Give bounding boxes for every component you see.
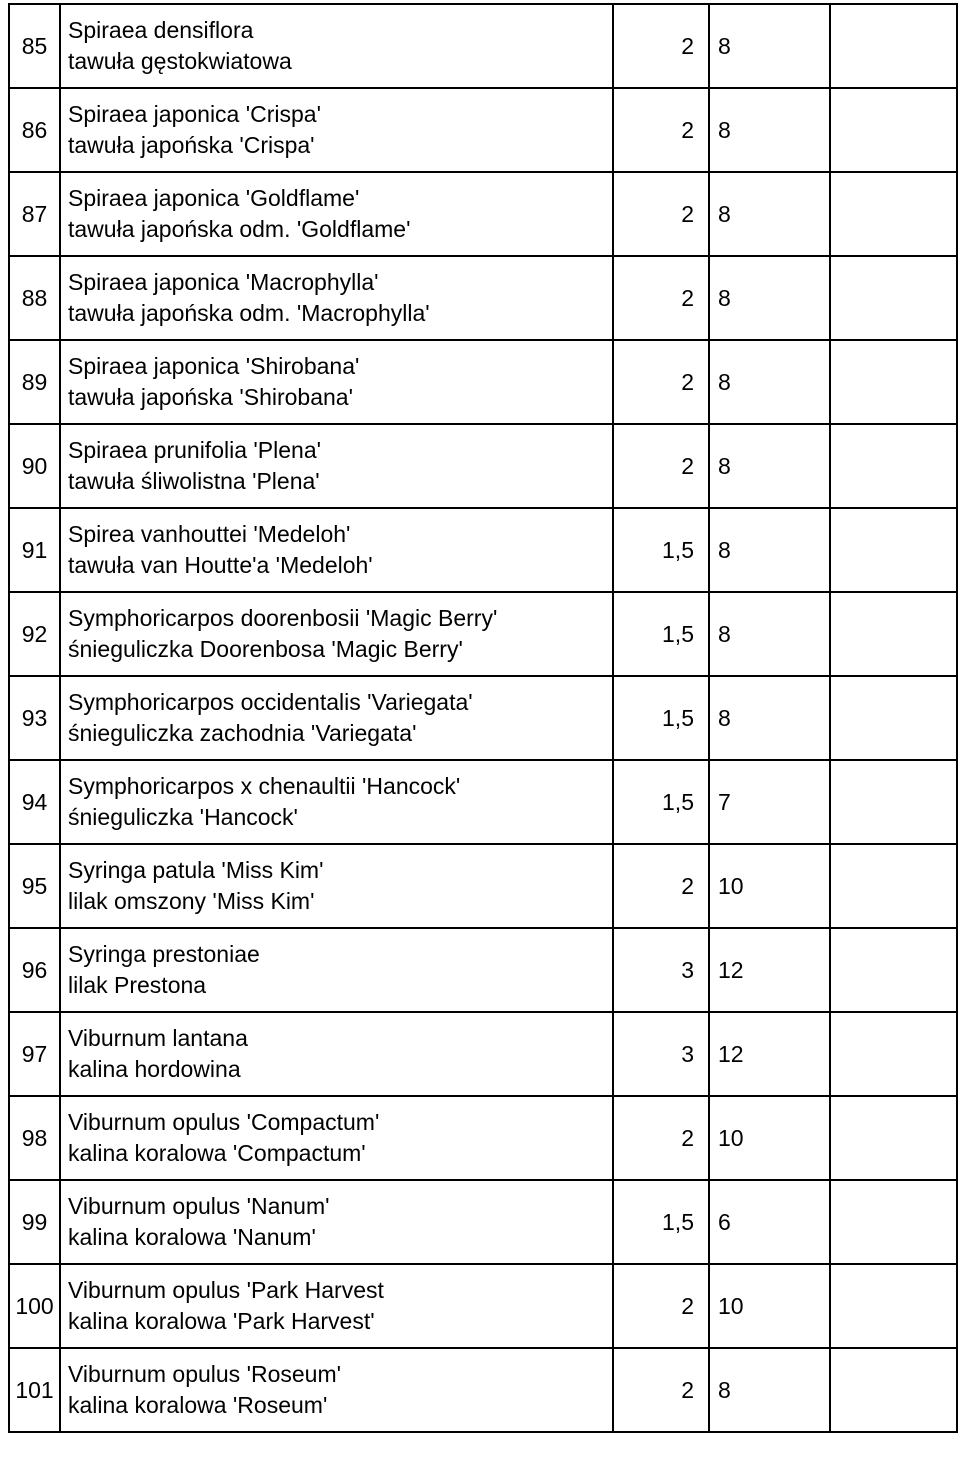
value-b-cell: 8 <box>709 340 830 424</box>
polish-name: kalina koralowa 'Roseum' <box>68 1392 328 1418</box>
value-b-cell: 10 <box>709 844 830 928</box>
plant-name-cell <box>60 4 613 88</box>
row-number: 92 <box>9 592 60 676</box>
polish-name: kalina hordowina <box>68 1056 241 1082</box>
latin-name: Viburnum opulus 'Nanum' <box>68 1193 330 1219</box>
value-a-cell: 2 <box>613 88 709 172</box>
value-b-cell: 8 <box>709 424 830 508</box>
value-b-cell: 8 <box>709 88 830 172</box>
value-b-cell: 10 <box>709 1096 830 1180</box>
empty-cell <box>830 256 957 340</box>
value-b-cell: 7 <box>709 760 830 844</box>
plant-name-cell <box>60 256 613 340</box>
table-row <box>9 1096 957 1180</box>
row-number: 94 <box>9 760 60 844</box>
polish-name: tawuła gęstokwiatowa <box>68 48 292 74</box>
value-b-cell: 8 <box>709 1348 830 1432</box>
value-b-cell: 6 <box>709 1180 830 1264</box>
plant-name-cell <box>60 1180 613 1264</box>
plant-table <box>8 3 958 1433</box>
value-a-cell: 1,5 <box>613 1180 709 1264</box>
empty-cell <box>830 424 957 508</box>
latin-name: Syringa patula 'Miss Kim' <box>68 857 324 883</box>
value-a-cell: 1,5 <box>613 508 709 592</box>
latin-name: Spiraea japonica 'Macrophylla' <box>68 269 379 295</box>
plant-name-cell <box>60 508 613 592</box>
value-b-cell: 12 <box>709 928 830 1012</box>
latin-name: Spiraea japonica 'Shirobana' <box>68 353 360 379</box>
empty-cell <box>830 1012 957 1096</box>
table-row <box>9 844 957 928</box>
empty-cell <box>830 172 957 256</box>
table-row <box>9 592 957 676</box>
empty-cell <box>830 1348 957 1432</box>
value-a-cell: 1,5 <box>613 676 709 760</box>
value-b-cell: 8 <box>709 508 830 592</box>
polish-name: tawuła japońska odm. 'Macrophylla' <box>68 300 430 326</box>
row-number: 101 <box>9 1348 60 1432</box>
polish-name: tawuła van Houtte'a 'Medeloh' <box>68 552 373 578</box>
plant-name-cell <box>60 592 613 676</box>
value-b-cell: 12 <box>709 1012 830 1096</box>
table-row <box>9 1012 957 1096</box>
value-b-cell: 8 <box>709 172 830 256</box>
plant-table-body <box>9 4 957 1432</box>
polish-name: lilak omszony 'Miss Kim' <box>68 888 315 914</box>
polish-name: śnieguliczka Doorenbosa 'Magic Berry' <box>68 636 463 662</box>
table-row <box>9 1348 957 1432</box>
polish-name: tawuła japońska 'Shirobana' <box>68 384 353 410</box>
row-number: 87 <box>9 172 60 256</box>
value-b-cell: 10 <box>709 1264 830 1348</box>
plant-name-cell <box>60 172 613 256</box>
value-a-cell: 1,5 <box>613 592 709 676</box>
empty-cell <box>830 508 957 592</box>
row-number: 85 <box>9 4 60 88</box>
latin-name: Symphoricarpos doorenbosii 'Magic Berry' <box>68 605 498 631</box>
latin-name: Spiraea japonica 'Crispa' <box>68 101 321 127</box>
value-a-cell: 2 <box>613 4 709 88</box>
latin-name: Spiraea japonica 'Goldflame' <box>68 185 360 211</box>
value-a-cell: 2 <box>613 1264 709 1348</box>
row-number: 95 <box>9 844 60 928</box>
empty-cell <box>830 676 957 760</box>
table-row <box>9 1264 957 1348</box>
row-number: 99 <box>9 1180 60 1264</box>
empty-cell <box>830 760 957 844</box>
row-number: 89 <box>9 340 60 424</box>
latin-name: Viburnum opulus 'Park Harvest <box>68 1277 384 1303</box>
polish-name: śnieguliczka zachodnia 'Variegata' <box>68 720 417 746</box>
row-number: 90 <box>9 424 60 508</box>
polish-name: kalina koralowa 'Compactum' <box>68 1140 366 1166</box>
plant-name-cell <box>60 1348 613 1432</box>
plant-name-cell <box>60 928 613 1012</box>
plant-name-cell <box>60 844 613 928</box>
plant-name-cell <box>60 676 613 760</box>
empty-cell <box>830 88 957 172</box>
latin-name: Spiraea densiflora <box>68 17 254 43</box>
value-a-cell: 2 <box>613 172 709 256</box>
table-row <box>9 508 957 592</box>
polish-name: kalina koralowa 'Nanum' <box>68 1224 316 1250</box>
row-number: 97 <box>9 1012 60 1096</box>
row-number: 91 <box>9 508 60 592</box>
polish-name: tawuła japońska odm. 'Goldflame' <box>68 216 411 242</box>
value-a-cell: 2 <box>613 424 709 508</box>
table-row <box>9 4 957 88</box>
value-a-cell: 1,5 <box>613 760 709 844</box>
table-row <box>9 1180 957 1264</box>
polish-name: tawuła śliwolistna 'Plena' <box>68 468 320 494</box>
value-a-cell: 2 <box>613 844 709 928</box>
plant-name-cell <box>60 760 613 844</box>
latin-name: Syringa prestoniae <box>68 941 260 967</box>
table-row <box>9 88 957 172</box>
row-number: 100 <box>9 1264 60 1348</box>
table-row <box>9 340 957 424</box>
plant-name-cell <box>60 424 613 508</box>
plant-name-cell <box>60 340 613 424</box>
table-row <box>9 256 957 340</box>
value-a-cell: 2 <box>613 1096 709 1180</box>
polish-name: tawuła japońska 'Crispa' <box>68 132 315 158</box>
empty-cell <box>830 592 957 676</box>
empty-cell <box>830 928 957 1012</box>
empty-cell <box>830 844 957 928</box>
empty-cell <box>830 4 957 88</box>
latin-name: Viburnum opulus 'Roseum' <box>68 1361 342 1387</box>
empty-cell <box>830 1096 957 1180</box>
row-number: 86 <box>9 88 60 172</box>
latin-name: Spiraea prunifolia 'Plena' <box>68 437 321 463</box>
latin-name: Symphoricarpos occidentalis 'Variegata' <box>68 689 473 715</box>
value-b-cell: 8 <box>709 592 830 676</box>
value-a-cell: 2 <box>613 1348 709 1432</box>
value-b-cell: 8 <box>709 256 830 340</box>
latin-name: Viburnum opulus 'Compactum' <box>68 1109 380 1135</box>
polish-name: lilak Prestona <box>68 972 207 998</box>
plant-name-cell <box>60 1096 613 1180</box>
polish-name: śnieguliczka 'Hancock' <box>68 804 298 830</box>
table-row <box>9 676 957 760</box>
empty-cell <box>830 340 957 424</box>
latin-name: Spirea vanhouttei 'Medeloh' <box>68 521 351 547</box>
value-a-cell: 3 <box>613 928 709 1012</box>
row-number: 96 <box>9 928 60 1012</box>
empty-cell <box>830 1180 957 1264</box>
row-number: 93 <box>9 676 60 760</box>
value-a-cell: 2 <box>613 340 709 424</box>
plant-name-cell <box>60 88 613 172</box>
plant-name-cell <box>60 1012 613 1096</box>
table-row <box>9 760 957 844</box>
table-row <box>9 424 957 508</box>
row-number: 88 <box>9 256 60 340</box>
latin-name: Viburnum lantana <box>68 1025 248 1051</box>
table-row <box>9 172 957 256</box>
plant-name-cell <box>60 1264 613 1348</box>
row-number: 98 <box>9 1096 60 1180</box>
table-row <box>9 928 957 1012</box>
polish-name: kalina koralowa 'Park Harvest' <box>68 1308 375 1334</box>
value-a-cell: 2 <box>613 256 709 340</box>
empty-cell <box>830 1264 957 1348</box>
value-b-cell: 8 <box>709 4 830 88</box>
value-a-cell: 3 <box>613 1012 709 1096</box>
latin-name: Symphoricarpos x chenaultii 'Hancock' <box>68 773 461 799</box>
value-b-cell: 8 <box>709 676 830 760</box>
